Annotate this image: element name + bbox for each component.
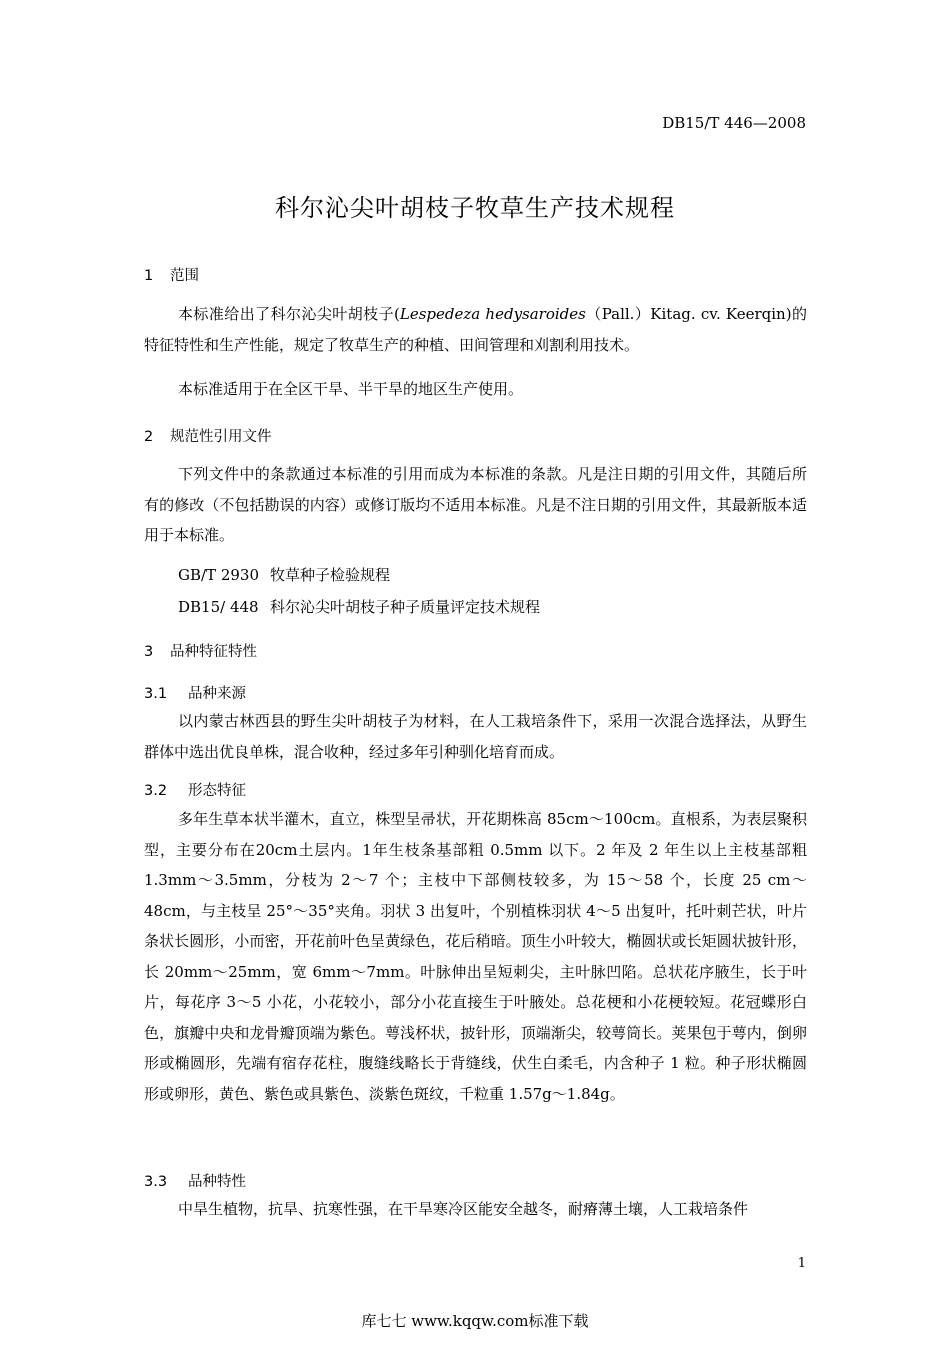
characteristics-paragraph: 中旱生植物，抗旱、抗寒性强，在干旱寒冷区能安全越冬，耐瘠薄土壤，人工栽培条件: [178, 1200, 749, 1218]
scope-paragraph-1: 本标准给出了科尔沁尖叶胡枝子(Lespedeza hedysaroides（Pall.）Kitag. cv. Keerqin)的特征特性和生产性能，规定了牧草生产的种植、田间管理和刈割利用技术。: [144, 305, 807, 354]
section-title: 规范性引用文件: [170, 429, 272, 445]
reference-code: DB15/ 448: [178, 598, 259, 616]
page-number: 1: [797, 1256, 806, 1271]
section-heading-1: [144, 264, 199, 285]
section-title: 范围: [170, 268, 199, 284]
reference-item: [178, 564, 390, 585]
subsection-heading-3-1: [144, 682, 246, 703]
subsection-number: 3.1: [144, 686, 168, 702]
subsection-heading-3-2: [144, 779, 246, 800]
footer-watermark: 库七七 www.kqqw.com标准下载: [361, 1312, 589, 1330]
section-heading-3: [144, 640, 257, 661]
subsection-title: 品种特性: [188, 1174, 246, 1190]
page-title: 科尔沁尖叶胡枝子牧草生产技术规程: [275, 194, 675, 222]
origin-paragraph: 以内蒙古林西县的野生尖叶胡枝子为材料，在人工栽培条件下，采用一次混合选择法，从野生群体中选出优良单株，混合收种，经过多年引种驯化培育而成。: [144, 712, 807, 761]
section-heading-2: [144, 425, 272, 446]
section-number: 2: [144, 429, 154, 445]
section-title: 品种特征特性: [170, 644, 257, 660]
reference-code: GB/T 2930: [178, 566, 260, 584]
section-number: 3: [144, 644, 154, 660]
subsection-title: 形态特征: [188, 783, 246, 799]
scope-paragraph-2: 本标准适用于在全区干旱、半干旱的地区生产使用。: [178, 380, 524, 398]
document-code: DB15/T 446—2008: [662, 114, 806, 132]
section-number: 1: [144, 268, 154, 284]
references-paragraph: 下列文件中的条款通过本标准的引用而成为本标准的条款。凡是注日期的引用文件，其随后所有的修改（不包括勘误的内容）或修订版均不适用本标准。凡是不注日期的引用文件，其最新版本适用于本标准。: [144, 465, 807, 544]
subsection-number: 3.2: [144, 783, 168, 799]
reference-title: 科尔沁尖叶胡枝子种子质量评定技术规程: [270, 598, 541, 616]
reference-title: 牧草种子检验规程: [270, 566, 391, 584]
morphology-paragraph: 多年生草本状半灌木，直立，株型呈帚状，开花期株高 85cm～100cm。直根系，为表层聚积型，主要分布在20cm土层内。1年生枝条基部粗 0.5mm 以下。2 年及 2 年生以上主枝基部粗 1.3mm～3.5mm，分枝为 2～7 个；主枝中下部侧枝较多，为 15～58 个，长度 25 cm～48cm，与主枝呈 25°～35°夹角。羽状 3 出复叶，个别植株羽状 4～5 出复叶，托叶刺芒状，叶片条状长圆形，小而密，开花前叶色呈黄绿色，花后稍暗。顶生小叶较大，椭圆状或长矩圆状披针形，长 20mm～25mm，宽 6mm～7mm。叶脉伸出呈短刺尖，主叶脉凹陷。总状花序腋生，长于叶片，每花序 3～5 小花，小花较小，部分小花直接生于叶腋处。总花梗和小花梗较短。花冠蝶形白色，旗瓣中央和龙骨瓣顶端为紫色。萼浅杯状，披针形，顶端渐尖，较萼筒长。荚果包于萼内，倒卵形或椭圆形，先端有宿存花柱，腹缝线略长于背缝线，伏生白柔毛，内含种子 1 粒。种子形状椭圆形或卵形，黄色、紫色或具紫色、淡紫色斑纹，千粒重 1.57g～1.84g。: [144, 810, 807, 1103]
subsection-title: 品种来源: [188, 686, 246, 702]
latin-name: Lespedeza hedysaroides: [399, 305, 586, 323]
reference-item: [178, 596, 540, 617]
subsection-heading-3-3: [144, 1170, 246, 1191]
subsection-number: 3.3: [144, 1174, 168, 1190]
